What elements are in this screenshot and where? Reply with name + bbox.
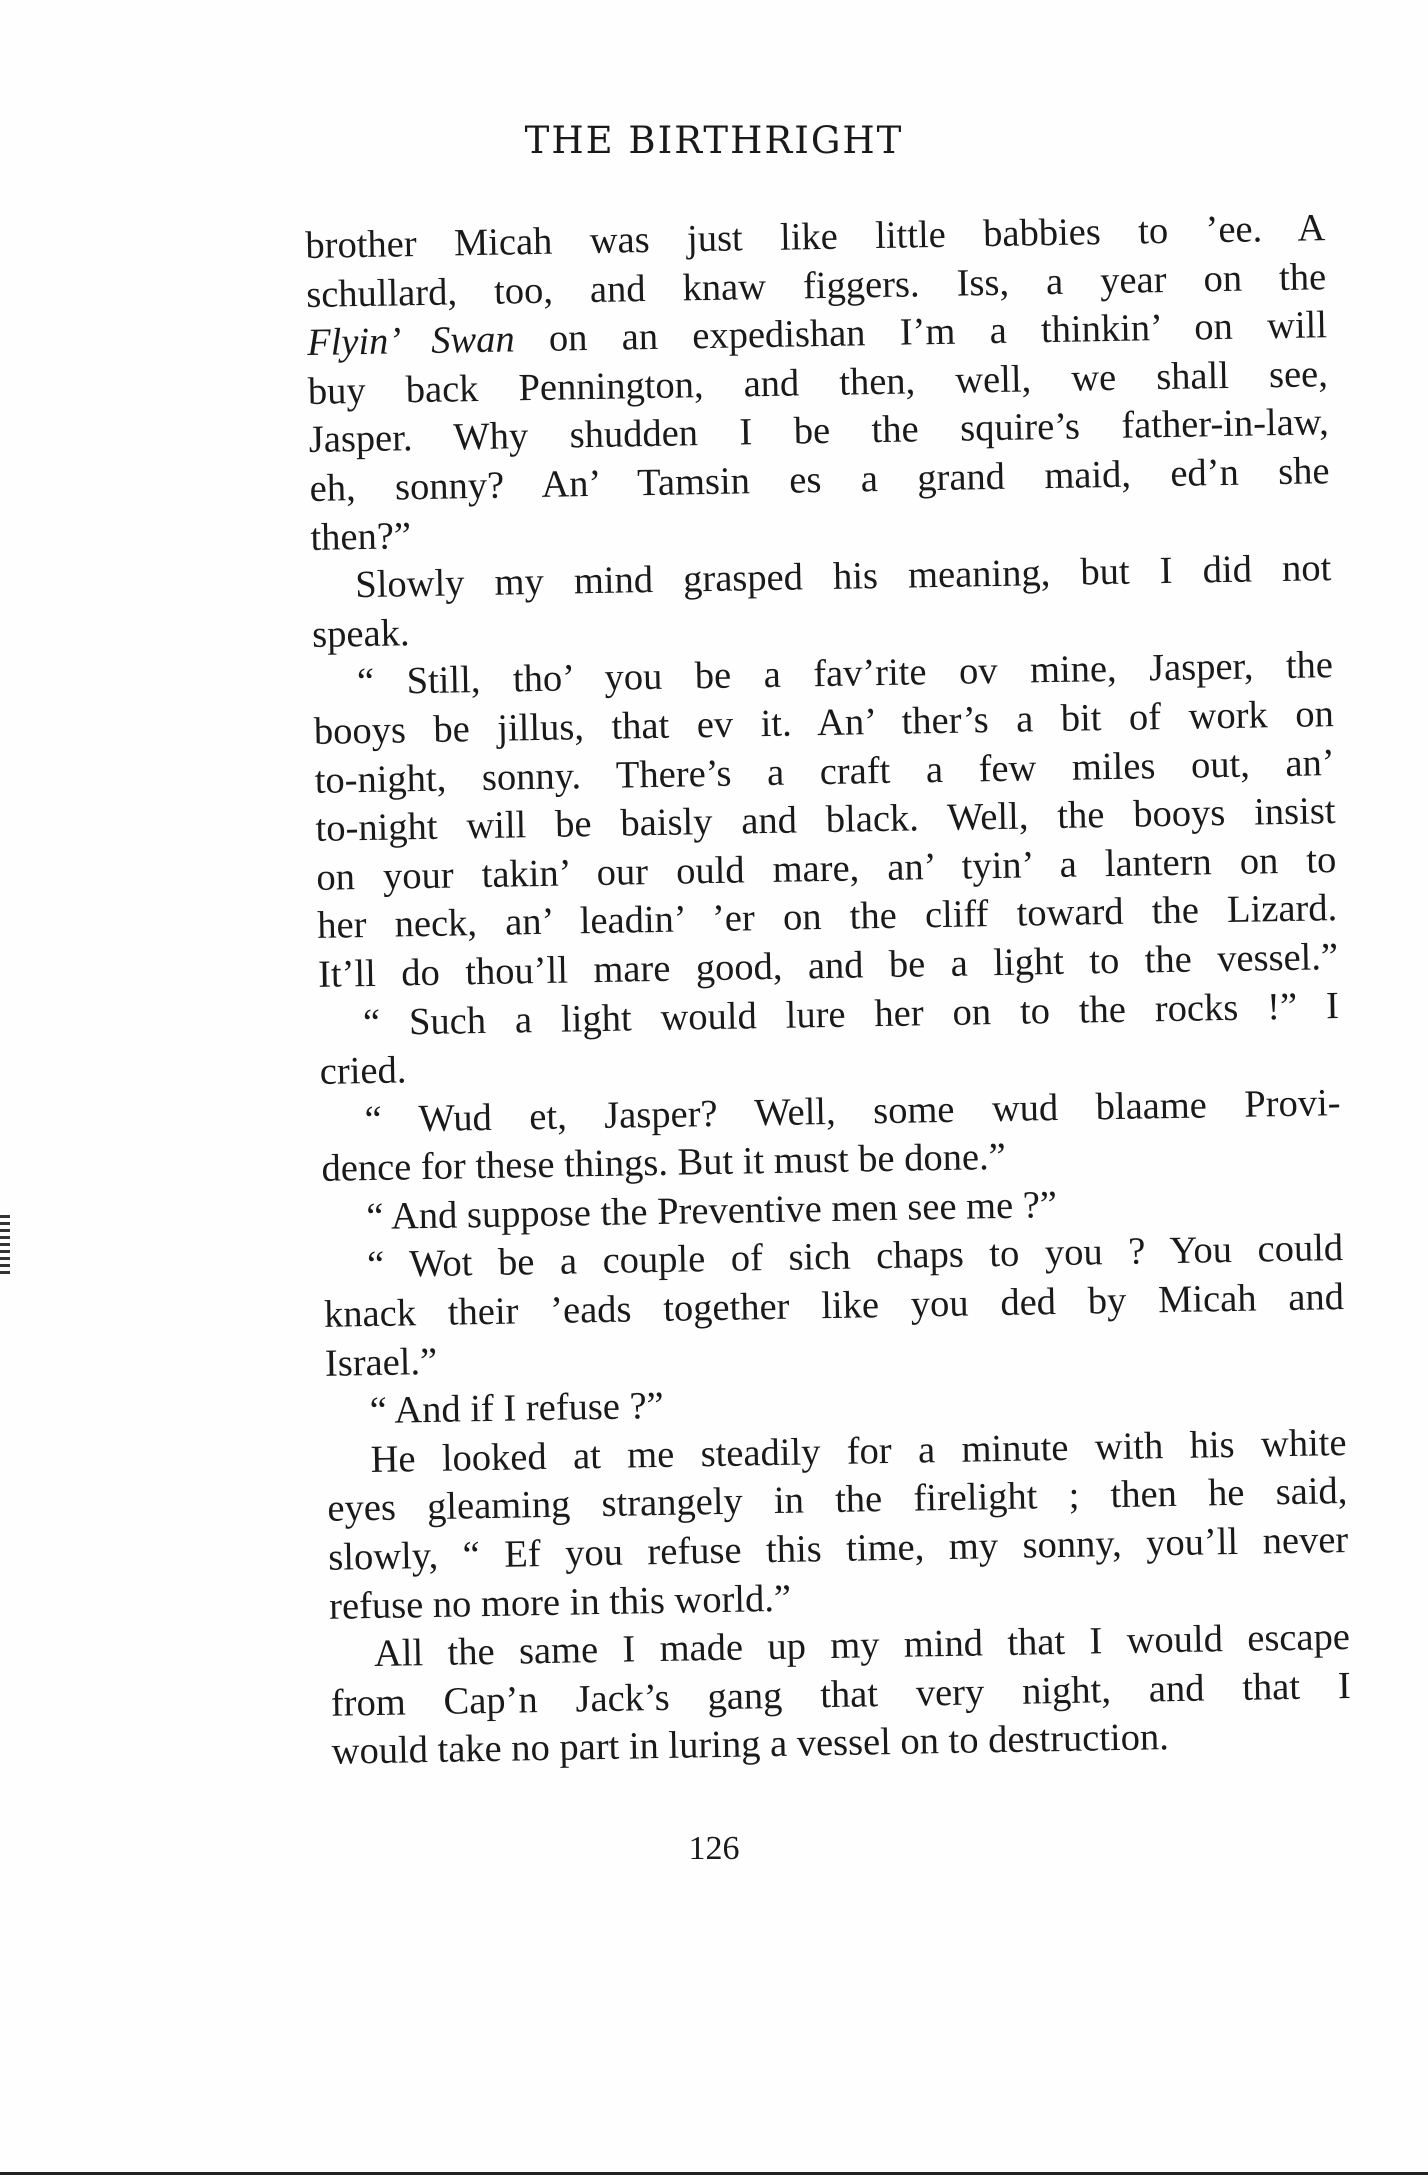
- text-line: would take no part in luring a vessel on to destruction.: [331, 1716, 1170, 1774]
- text-line: knack their ’eads together like you ded by Micah and: [323, 1276, 1345, 1336]
- text-line: He looked at me steadily for a minute with his white: [370, 1421, 1347, 1481]
- text-line: from Cap’n Jack’s gang that very night, and that I: [330, 1664, 1352, 1725]
- text-fragment: on an expedishan I’m a thinkin’ on will: [548, 304, 1328, 360]
- text-line: buy back Pennington, and then, well, we shall see,: [307, 352, 1329, 413]
- text-line: then?”: [310, 514, 412, 559]
- text-line: “ Such a light would lure her on to the rocks !” I: [362, 984, 1340, 1044]
- text-line: to-night will be baisly and black. Well, the booys insist: [315, 790, 1336, 851]
- text-line: Israel.”: [324, 1340, 438, 1385]
- text-line: All the same I made up my mind that I would escape: [373, 1616, 1351, 1676]
- text-line: schullard, too, and knaw figgers. Iss, a year on the: [305, 255, 1327, 316]
- text-line: to-night, sonny. There’s a craft a few miles out, an’: [314, 741, 1335, 802]
- text-line: speak.: [311, 611, 410, 656]
- scan-edge-mark: [0, 1215, 10, 1275]
- text-line: It’ll do thou’ll mare good, and be a light to the vessel.”: [317, 935, 1339, 996]
- body-text: [305, 204, 1352, 1777]
- text-line: Jasper. Why shudden I be the squire’s father-in-law,: [308, 401, 1330, 462]
- text-line: her neck, an’ leadin’ ’er on the cliff toward the Lizard.: [316, 887, 1338, 948]
- page-number: 126: [688, 1830, 740, 1867]
- text-line: brother Micah was just like little babbies to ’ee. A: [305, 207, 1326, 267]
- ship-name: Flyin’ Swan: [306, 318, 515, 365]
- text-line: “ And suppose the Preventive men see me ?”: [366, 1183, 1058, 1238]
- text-line: slowly, “ Ef you refuse this time, my sonny, you’ll never: [327, 1519, 1349, 1579]
- running-head: THE BIRTHRIGHT: [524, 119, 904, 162]
- text-line: “ Wot be a couple of sich chaps to you ? You could: [366, 1227, 1344, 1287]
- text-line: dence for these things. But it must be done.”: [321, 1136, 1007, 1191]
- text-line: “ Still, tho’ you be a fav’rite ov mine, Jasper, the: [356, 644, 1334, 704]
- text-line: Slowly my mind grasped his meaning, but I did not: [354, 547, 1332, 607]
- text-line: “ Wud et, Jasper? Well, some wud blaame Provi-: [364, 1081, 1341, 1141]
- text-line: booys be jillus, that ev it. An’ ther’s a bit of work on: [313, 693, 1335, 753]
- text-line: “ And if I refuse ?”: [369, 1385, 665, 1433]
- text-line: cried.: [319, 1049, 407, 1093]
- text-line: refuse no more in this world.”: [328, 1577, 792, 1628]
- text-line: on your takin’ our ould mare, an’ tyin’ a lantern on to: [316, 838, 1337, 899]
- text-line: eh, sonny? An’ Tamsin es a grand maid, ed’n she: [309, 450, 1330, 510]
- text-line: eyes gleaming strangely in the firelight ; then he said,: [327, 1470, 1348, 1531]
- scan-bottom-edge: [0, 2172, 1428, 2175]
